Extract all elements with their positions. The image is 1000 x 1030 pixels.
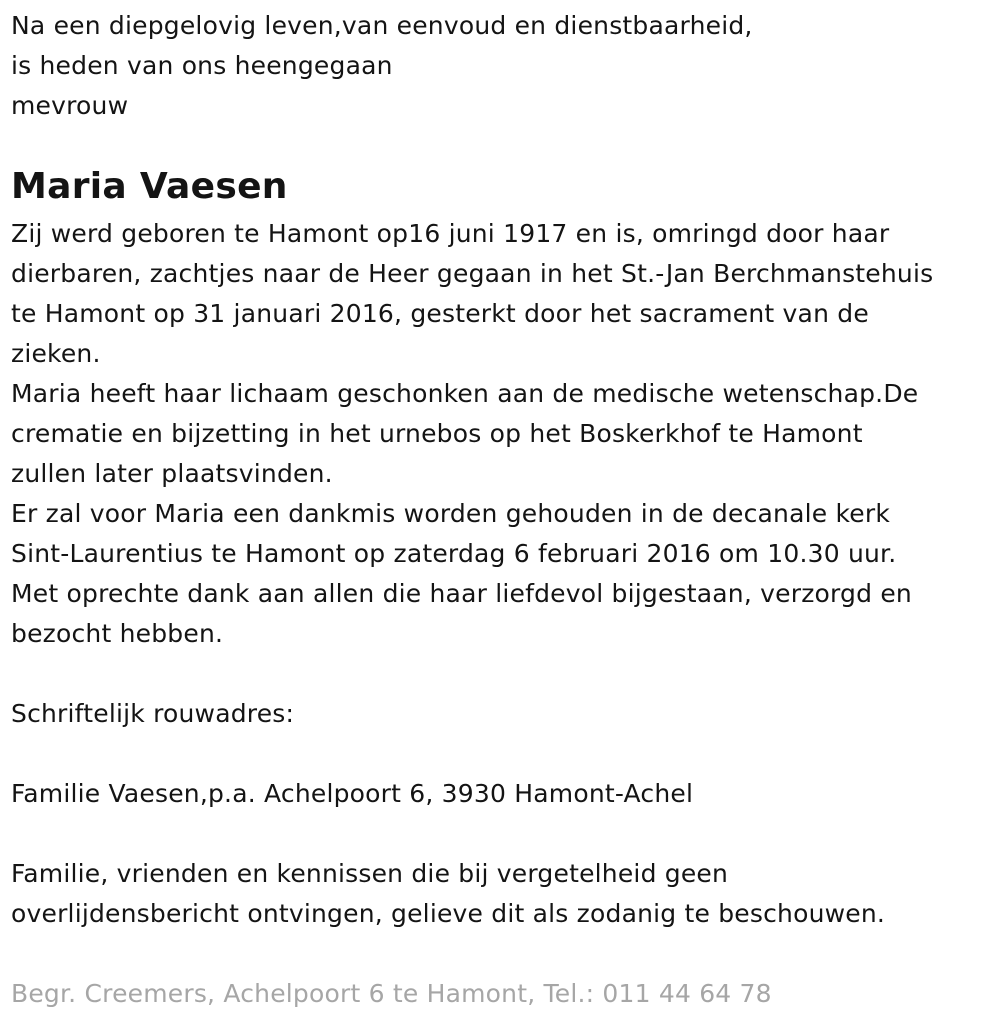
body-line: crematie en bijzetting in het urnebos op het Boskerkhof te Hamont <box>11 419 863 448</box>
address-label: Schriftelijk rouwadres: <box>11 699 295 728</box>
notice-text <box>11 854 1000 934</box>
body-line: dierbaren, zachtjes naar de Heer gegaan in het St.-Jan Berchmanstehuis <box>11 259 934 288</box>
body-line: Maria heeft haar lichaam geschonken aan de medische wetenschap.De <box>11 379 919 408</box>
spacer <box>11 734 1000 774</box>
deceased-name: Maria Vaesen <box>11 166 288 207</box>
intro-line: Na een diepgelovig leven,van eenvoud en dienstbaarheid, <box>11 11 753 40</box>
body-line: zullen later plaatsvinden. <box>11 459 333 488</box>
spacer <box>11 654 1000 694</box>
spacer <box>11 814 1000 854</box>
body-line: Met oprechte dank aan allen die haar liefdevol bijgestaan, verzorgd en <box>11 579 912 608</box>
funeral-director-footer: Begr. Creemers, Achelpoort 6 te Hamont, Tel.: 011 44 64 78 <box>11 979 772 1008</box>
intro-line: is heden van ons heengegaan <box>11 51 393 80</box>
body-line: te Hamont op 31 januari 2016, gesterkt door het sacrament van de <box>11 299 869 328</box>
body-line: Zij werd geboren te Hamont op16 juni 1917 en is, omringd door haar <box>11 219 890 248</box>
intro-text <box>11 6 1000 126</box>
body-line: bezocht hebben. <box>11 619 224 648</box>
body-line: Er zal voor Maria een dankmis worden gehouden in de decanale kerk <box>11 499 890 528</box>
body-line: Sint-Laurentius te Hamont op zaterdag 6 februari 2016 om 10.30 uur. <box>11 539 897 568</box>
notice-line: overlijdensbericht ontvingen, gelieve dit als zodanig te beschouwen. <box>11 899 886 928</box>
body-line: zieken. <box>11 339 101 368</box>
intro-line: mevrouw <box>11 91 129 120</box>
obituary-body <box>11 214 1000 654</box>
notice-line: Familie, vrienden en kennissen die bij vergetelheid geen <box>11 859 729 888</box>
mourning-address: Familie Vaesen,p.a. Achelpoort 6, 3930 Hamont-Achel <box>11 779 694 808</box>
spacer <box>11 934 1000 974</box>
